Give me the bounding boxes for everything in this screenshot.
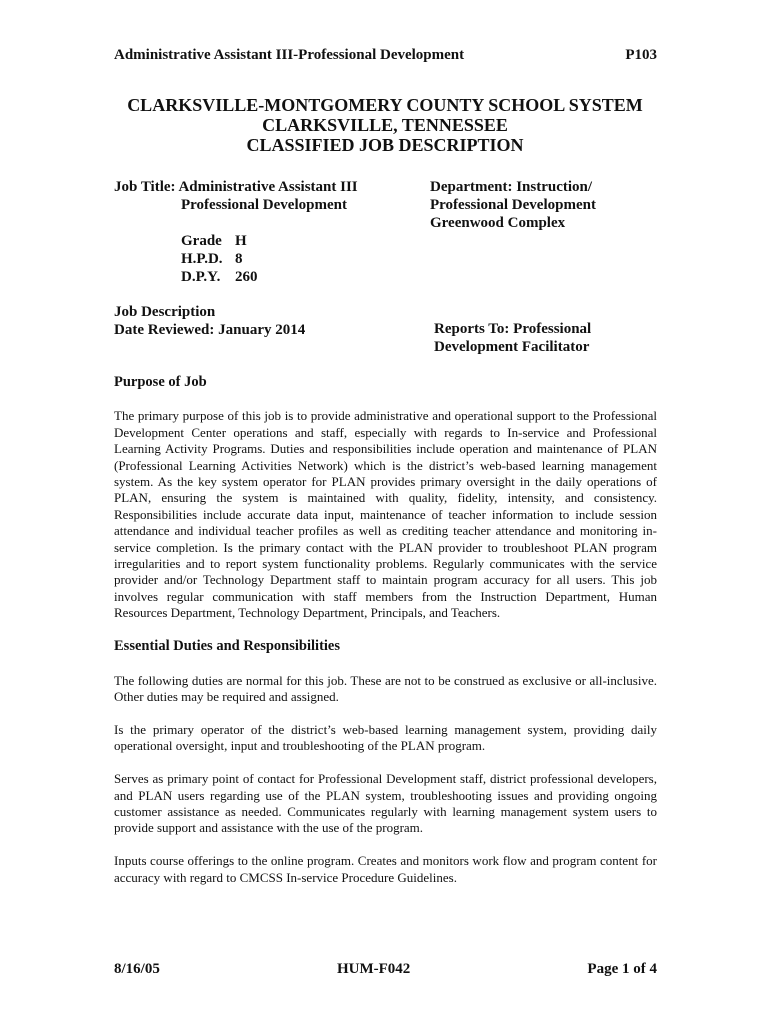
job-title-block xyxy=(114,178,414,214)
grade-row xyxy=(181,232,258,250)
footer-date: 8/16/05 xyxy=(114,961,160,977)
job-title-line1: Job Title: Administrative Assistant III xyxy=(114,179,358,195)
duties-intro-paragraph: The following duties are normal for this job. These are not to be construed as exclusive or all-inclusive. Other duties may be required and assigned. xyxy=(114,672,657,704)
hpd-value: 8 xyxy=(235,251,243,267)
footer-page-number: Page 1 of 4 xyxy=(587,961,657,977)
job-description-label: Job Description xyxy=(114,304,216,320)
department-line2: Professional Development xyxy=(430,197,596,213)
reports-to-line1: Reports To: Professional xyxy=(434,321,592,337)
document-title-block xyxy=(0,95,770,155)
grade-value: H xyxy=(235,233,247,249)
grade-label: Grade xyxy=(181,233,222,249)
title-line-classification: CLASSIFIED JOB DESCRIPTION xyxy=(246,135,524,155)
dpy-row xyxy=(181,268,258,286)
department-line1: Department: Instruction/ xyxy=(430,179,593,195)
duty-paragraph-2: Serves as primary point of contact for Professional Development staff, district professional developers, and PLAN users regarding use of the PLAN system, troubleshooting issues and providing ongoing customer assistance as needed. Communicates regularly with learning management system users to provide support and assistance with the use of the program. xyxy=(114,771,657,836)
dpy-value: 260 xyxy=(235,269,258,285)
duties-heading: Essential Duties and Responsibilities xyxy=(114,638,341,655)
hpd-label: H.P.D. xyxy=(181,251,223,267)
reports-to-line2: Development Facilitator xyxy=(434,339,590,355)
date-reviewed: Date Reviewed: January 2014 xyxy=(114,322,306,338)
header-document-title: Administrative Assistant III-Professional Development xyxy=(114,47,465,63)
grade-info-block xyxy=(181,232,258,286)
footer-form-number: HUM-F042 xyxy=(336,961,411,977)
reports-to-block xyxy=(434,320,664,356)
job-description-block xyxy=(114,303,305,339)
purpose-paragraph: The primary purpose of this job is to provide administrative and operational support to the Professional Development Center operations and staff, especially with regards to In-service and Professional Learning Activity Programs. Duties and responsibilities include operation and maintenance of PLAN (Professional Learning Activities Network) which is the district’s web-based learning management system. As the key system operator for PLAN provides primary oversight in the daily operations of PLAN, ensuring the system is maintained with quality, fidelity, intensity, and consistency. Responsibilities include accurate data input, maintenance of teacher information to include session attendance and individual teacher profiles as well as crediting teacher attendance and monitoring in-service completion. Is the primary contact with the PLAN provider to troubleshoot PLAN program irregularities and to report system functionality problems. Regularly communicates with the service provider and/or Technology Department staff to maintain program accuracy for all users. This job involves regular communication with staff members from the Instruction Department, Human Resources Department, Technology Department, Principals, and Teachers. xyxy=(114,408,657,621)
title-line-city: CLARKSVILLE, TENNESSEE xyxy=(262,115,508,135)
page-footer xyxy=(114,961,657,978)
title-line-system: CLARKSVILLE-MONTGOMERY COUNTY SCHOOL SYSTEM xyxy=(127,95,643,115)
purpose-heading: Purpose of Job xyxy=(114,374,207,390)
job-title-line2: Professional Development xyxy=(181,197,347,213)
department-block xyxy=(430,178,660,232)
department-line3: Greenwood Complex xyxy=(430,215,566,231)
duty-paragraph-1: Is the primary operator of the district’s web-based learning management system, providing daily operational oversight, input and troubleshooting of the PLAN program. xyxy=(114,721,657,754)
hpd-row xyxy=(181,250,258,268)
header-code: P103 xyxy=(625,47,657,63)
dpy-label: D.P.Y. xyxy=(181,269,221,285)
duty-paragraph-3: Inputs course offerings to the online program. Creates and monitors work flow and program content for accuracy with regard to CMCSS In-service Procedure Guidelines. xyxy=(114,853,657,885)
document-body xyxy=(114,374,657,903)
